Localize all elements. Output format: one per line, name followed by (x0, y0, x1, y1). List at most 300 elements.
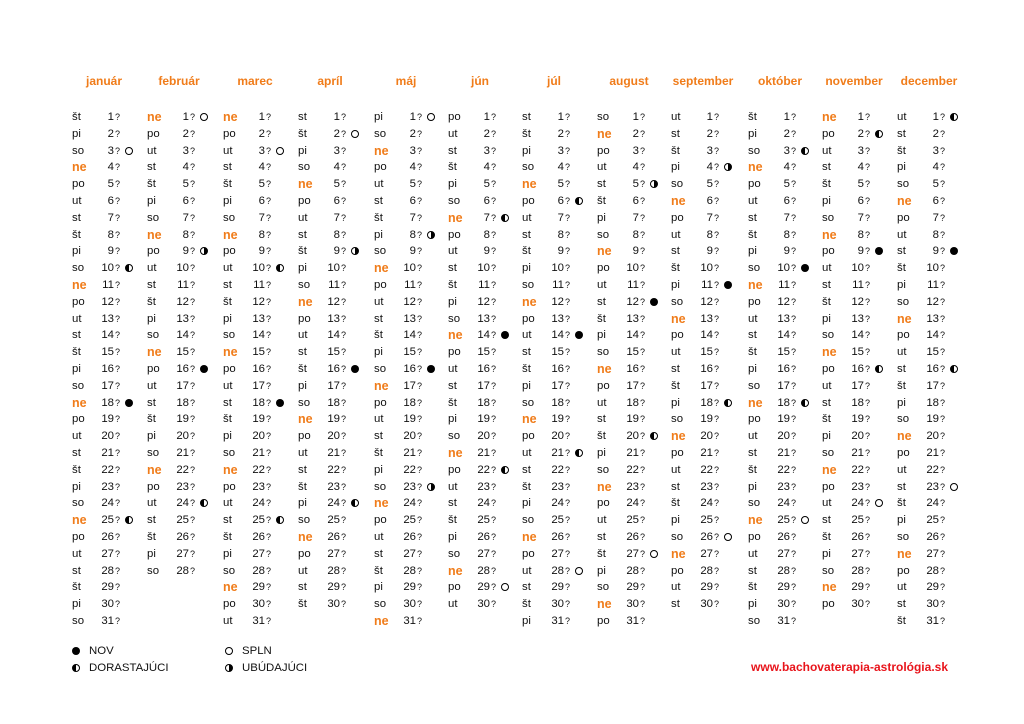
day-marker-icon: ? (940, 212, 946, 223)
day-marker-icon: ? (266, 498, 272, 509)
day-row (822, 193, 898, 209)
day-marker-icon: ? (491, 330, 497, 341)
day-marker-icon: ? (266, 145, 272, 156)
day-number: 17 (851, 379, 864, 392)
day-marker-icon: ? (341, 498, 347, 509)
waxing-moon-icon (724, 399, 732, 407)
day-marker-icon: ? (714, 397, 720, 408)
day-row (72, 613, 148, 629)
day-number: 26 (327, 531, 340, 543)
day-marker-icon: ? (115, 162, 121, 173)
day-number: 21 (101, 447, 114, 459)
day-marker-icon: ? (266, 212, 272, 223)
day-row (748, 512, 824, 528)
day-row (448, 176, 524, 192)
day-row (822, 428, 898, 444)
weekday-label: ne (298, 412, 313, 427)
day-row (72, 378, 148, 394)
day-number: 9 (783, 245, 790, 258)
weekday-label: po (671, 447, 684, 459)
day-number: 25 (551, 514, 564, 527)
weekday-label: št (298, 245, 307, 258)
weekday-label: ut (223, 262, 233, 275)
day-marker-icon: ? (417, 532, 423, 542)
day-number: 16 (252, 363, 265, 375)
day-marker-icon: ? (791, 196, 797, 206)
day-marker-icon: ? (190, 481, 196, 492)
weekday-label: ne (147, 462, 162, 477)
day-marker-icon: ? (940, 431, 946, 442)
weekday-label: ut (448, 245, 458, 258)
weekday-label: ne (522, 530, 537, 544)
day-row (748, 210, 824, 226)
day-marker-icon: ? (491, 464, 497, 475)
day-row (374, 210, 450, 226)
weekday-label: st (748, 564, 757, 577)
day-number: 11 (328, 279, 340, 291)
weekday-label: st (748, 211, 757, 224)
day-number: 17 (176, 379, 189, 392)
new-moon-icon (875, 247, 883, 255)
waxing-moon-icon (125, 516, 133, 524)
weekday-label: st (298, 463, 307, 476)
day-number: 6 (258, 195, 265, 207)
day-number: 6 (857, 195, 864, 207)
day-row (522, 176, 598, 192)
day-marker-icon: ? (565, 179, 571, 190)
day-number: 9 (857, 245, 864, 258)
day-row (671, 210, 747, 226)
day-number: 15 (926, 346, 939, 359)
weekday-label: št (448, 396, 457, 409)
day-marker-icon: ? (115, 263, 121, 274)
day-number: 29 (252, 581, 265, 594)
day-number: 25 (626, 514, 639, 527)
legend-full-moon-label: SPLN (242, 645, 272, 657)
day-marker-icon: ? (190, 347, 196, 358)
weekday-label: št (597, 547, 606, 560)
day-marker-icon: ? (417, 246, 423, 257)
new-moon-icon (427, 365, 435, 373)
day-row (223, 596, 299, 612)
day-marker-icon: ? (190, 212, 196, 223)
day-number: 24 (551, 497, 564, 510)
weekday-label: so (597, 581, 610, 594)
day-marker-icon: ? (565, 246, 571, 257)
day-marker-icon: ? (714, 431, 720, 442)
weekday-label: št (671, 497, 680, 510)
day-number: 19 (777, 413, 790, 426)
weekday-label: st (147, 396, 156, 409)
day-row (897, 159, 973, 175)
weekday-label: so (822, 564, 835, 577)
weekday-label: ne (822, 227, 837, 242)
day-marker-icon: ? (417, 145, 423, 156)
weekday-label: pi (448, 178, 457, 191)
weekday-label: st (448, 379, 457, 392)
weekday-label: ne (671, 194, 686, 208)
weekday-label: ne (223, 580, 238, 595)
weekday-label: ut (72, 312, 82, 325)
day-number: 5 (932, 178, 939, 191)
day-marker-icon: ? (491, 481, 497, 492)
day-number: 13 (403, 312, 416, 325)
day-marker-icon: ? (341, 532, 347, 542)
day-row (72, 428, 148, 444)
weekday-label: st (522, 111, 531, 123)
weekday-label: št (897, 262, 906, 275)
day-marker-icon: ? (714, 280, 720, 290)
day-number: 4 (409, 161, 416, 174)
day-number: 13 (626, 312, 639, 325)
day-marker-icon: ? (940, 565, 946, 576)
day-row (897, 512, 973, 528)
day-number: 30 (101, 598, 114, 611)
day-number: 12 (101, 295, 114, 308)
weekday-label: pi (223, 195, 232, 207)
day-marker-icon: ? (865, 280, 871, 290)
weekday-label: pi (748, 363, 757, 375)
day-number: 12 (327, 295, 340, 308)
day-row (223, 428, 299, 444)
waning-moon-icon (225, 664, 233, 672)
day-marker-icon: ? (714, 128, 720, 139)
day-marker-icon: ? (565, 280, 571, 290)
day-marker-icon: ? (565, 565, 571, 576)
day-number: 12 (700, 295, 713, 308)
day-row (374, 378, 450, 394)
day-row (147, 277, 223, 293)
day-number: 14 (403, 329, 416, 342)
day-marker-icon: ? (640, 162, 646, 173)
day-marker-icon: ? (865, 128, 871, 139)
day-marker-icon: ? (714, 364, 720, 374)
weekday-label: po (748, 178, 761, 191)
day-row (147, 411, 223, 427)
day-number: 10 (851, 262, 864, 275)
day-row (223, 563, 299, 579)
day-marker-icon: ? (266, 565, 272, 576)
weekday-label: po (671, 564, 684, 577)
weekday-label: št (522, 245, 531, 258)
weekday-label: pi (748, 245, 757, 258)
day-row (298, 428, 374, 444)
day-number: 25 (477, 514, 490, 527)
day-marker-icon: ? (266, 532, 272, 542)
day-marker-icon: ? (565, 498, 571, 509)
weekday-label: ne (748, 513, 763, 528)
weekday-label: pi (897, 396, 906, 409)
day-row (671, 579, 747, 595)
day-row (597, 512, 673, 528)
day-row (822, 378, 898, 394)
day-number: 22 (551, 463, 564, 476)
day-row (522, 579, 598, 595)
day-row (897, 311, 973, 327)
day-marker-icon: ? (190, 229, 196, 240)
weekday-label: ut (72, 195, 82, 207)
day-number: 23 (551, 480, 564, 493)
weekday-label: ut (147, 144, 157, 157)
day-row (897, 613, 973, 629)
waxing-moon-icon (575, 449, 583, 457)
day-row (522, 462, 598, 478)
weekday-label: po (822, 598, 835, 611)
weekday-label: so (448, 312, 461, 325)
day-row (671, 479, 747, 495)
day-marker-icon: ? (115, 431, 121, 442)
new-moon-icon (801, 264, 809, 272)
weekday-label: pi (671, 514, 680, 527)
day-number: 10 (101, 262, 114, 275)
day-row (597, 613, 673, 629)
day-row (72, 311, 148, 327)
weekday-label: st (822, 279, 831, 291)
day-number: 22 (851, 463, 864, 476)
day-marker-icon: ? (640, 196, 646, 206)
weekday-label: po (72, 295, 85, 308)
day-number: 27 (626, 547, 639, 560)
day-marker-icon: ? (491, 263, 497, 274)
day-row (374, 260, 450, 276)
day-number: 28 (851, 564, 864, 577)
weekday-label: so (822, 447, 835, 459)
day-row (298, 344, 374, 360)
new-moon-icon (125, 399, 133, 407)
day-row (298, 126, 374, 142)
weekday-label: po (223, 127, 236, 140)
weekday-label: ne (522, 177, 537, 192)
day-number: 22 (176, 463, 189, 476)
weekday-label: ut (897, 463, 907, 476)
day-number: 26 (551, 531, 564, 543)
day-marker-icon: ? (865, 145, 871, 156)
day-number: 6 (632, 195, 639, 207)
weekday-label: st (72, 211, 81, 224)
day-number: 1 (182, 111, 189, 123)
weekday-label: ne (748, 278, 763, 292)
day-row (671, 327, 747, 343)
day-marker-icon: ? (491, 347, 497, 358)
day-marker-icon: ? (940, 280, 946, 290)
day-marker-icon: ? (491, 145, 497, 156)
day-marker-icon: ? (940, 196, 946, 206)
day-marker-icon: ? (341, 313, 347, 324)
waxing-moon-icon (501, 214, 509, 222)
weekday-label: št (522, 480, 531, 493)
day-marker-icon: ? (190, 330, 196, 341)
day-number: 24 (700, 497, 713, 510)
day-row (748, 361, 824, 377)
weekday-label: po (671, 329, 684, 342)
day-marker-icon: ? (714, 481, 720, 492)
weekday-label: po (147, 127, 160, 140)
day-number: 7 (857, 211, 864, 224)
weekday-label: st (147, 514, 156, 527)
weekday-label: so (147, 447, 160, 459)
day-marker-icon: ? (115, 498, 121, 509)
day-row (748, 176, 824, 192)
day-marker-icon: ? (266, 397, 272, 408)
weekday-label: po (748, 531, 761, 543)
day-number: 3 (857, 144, 864, 157)
weekday-label: pi (597, 564, 606, 577)
day-number: 16 (626, 363, 639, 375)
day-number: 27 (851, 547, 864, 560)
day-row (223, 395, 299, 411)
day-number: 15 (176, 346, 189, 359)
day-number: 2 (107, 127, 114, 140)
day-number: 6 (483, 195, 490, 207)
day-marker-icon: ? (417, 397, 423, 408)
weekday-label: ne (897, 194, 912, 208)
day-number: 27 (101, 547, 114, 560)
day-marker-icon: ? (491, 532, 497, 542)
day-marker-icon: ? (940, 548, 946, 559)
weekday-label: so (671, 531, 684, 543)
day-marker-icon: ? (865, 229, 871, 240)
weekday-label: pi (522, 497, 531, 510)
day-row (597, 361, 673, 377)
day-row (223, 143, 299, 159)
weekday-label: ne (748, 160, 763, 175)
day-row (597, 495, 673, 511)
weekday-label: so (748, 144, 761, 157)
weekday-label: ne (147, 227, 162, 242)
day-row (748, 462, 824, 478)
day-number: 14 (700, 329, 713, 342)
waxing-moon-icon (801, 147, 809, 155)
day-row (597, 277, 673, 293)
day-marker-icon: ? (791, 263, 797, 274)
weekday-label: st (374, 312, 383, 325)
day-row (671, 411, 747, 427)
website-link[interactable]: www.bachovaterapia-astrológia.sk (751, 660, 948, 674)
day-marker-icon: ? (940, 481, 946, 492)
day-number: 21 (851, 447, 864, 459)
month-name: júl (547, 74, 561, 88)
day-row (298, 512, 374, 528)
day-marker-icon: ? (940, 380, 946, 391)
day-row (822, 260, 898, 276)
day-number: 12 (926, 295, 939, 308)
day-number: 27 (700, 547, 713, 560)
day-marker-icon: ? (640, 464, 646, 475)
full-moon-icon (427, 113, 435, 121)
day-row (748, 327, 824, 343)
day-marker-icon: ? (417, 296, 423, 307)
day-row (748, 445, 824, 461)
weekday-label: ne (147, 345, 162, 360)
day-row (298, 294, 374, 310)
month-name: november (825, 74, 883, 88)
day-row (374, 243, 450, 259)
day-marker-icon: ? (341, 565, 347, 576)
day-number: 16 (477, 363, 490, 375)
day-number: 1 (107, 111, 114, 123)
day-marker-icon: ? (940, 498, 946, 509)
weekday-label: st (671, 127, 680, 140)
weekday-label: so (448, 547, 461, 560)
day-row (147, 428, 223, 444)
day-number: 28 (477, 564, 490, 577)
day-marker-icon: ? (865, 548, 871, 559)
day-row (597, 193, 673, 209)
weekday-label: so (822, 329, 835, 342)
day-row (72, 495, 148, 511)
day-number: 16 (926, 363, 939, 375)
waning-moon-icon (427, 483, 435, 491)
day-number: 1 (258, 111, 265, 123)
day-number: 30 (926, 598, 939, 611)
day-marker-icon: ? (491, 397, 497, 408)
weekday-label: pi (822, 312, 831, 325)
full-moon-icon (200, 113, 208, 121)
day-row (72, 361, 148, 377)
day-marker-icon: ? (640, 229, 646, 240)
day-number: 13 (176, 312, 189, 325)
day-number: 13 (926, 312, 939, 325)
day-row (448, 512, 524, 528)
weekday-label: pi (72, 480, 81, 493)
day-row (374, 411, 450, 427)
weekday-label: št (72, 111, 81, 123)
day-number: 2 (182, 127, 189, 140)
weekday-label: po (298, 312, 311, 325)
day-row (448, 344, 524, 360)
day-row (748, 311, 824, 327)
day-marker-icon: ? (865, 414, 871, 425)
weekday-label: so (374, 363, 387, 375)
weekday-label: so (374, 598, 387, 611)
day-row (147, 462, 223, 478)
weekday-label: ne (597, 597, 612, 612)
day-row (522, 260, 598, 276)
month-name: september (672, 74, 734, 88)
day-number: 20 (403, 430, 416, 443)
weekday-label: ut (822, 497, 832, 510)
day-row (671, 143, 747, 159)
weekday-label: po (597, 615, 610, 627)
weekday-label: št (671, 262, 680, 275)
day-marker-icon: ? (791, 347, 797, 358)
day-marker-icon: ? (190, 128, 196, 139)
day-marker-icon: ? (115, 196, 121, 206)
day-row (522, 395, 598, 411)
full-moon-icon (351, 130, 359, 138)
weekday-label: st (597, 531, 606, 543)
day-marker-icon: ? (714, 212, 720, 223)
day-number: 18 (101, 396, 114, 409)
weekday-label: ne (597, 479, 612, 494)
day-row (671, 512, 747, 528)
day-marker-icon: ? (417, 565, 423, 576)
day-number: 7 (632, 211, 639, 224)
day-marker-icon: ? (115, 347, 121, 358)
day-marker-icon: ? (266, 431, 272, 442)
day-number: 2 (783, 127, 790, 140)
weekday-label: st (822, 161, 831, 174)
day-number: 23 (252, 480, 265, 493)
weekday-label: po (72, 178, 85, 191)
day-number: 3 (409, 144, 416, 157)
day-marker-icon: ? (491, 498, 497, 509)
day-number: 9 (333, 245, 340, 258)
day-number: 10 (403, 262, 416, 275)
day-row (374, 512, 450, 528)
day-number: 28 (777, 564, 790, 577)
day-number: 19 (551, 413, 564, 426)
